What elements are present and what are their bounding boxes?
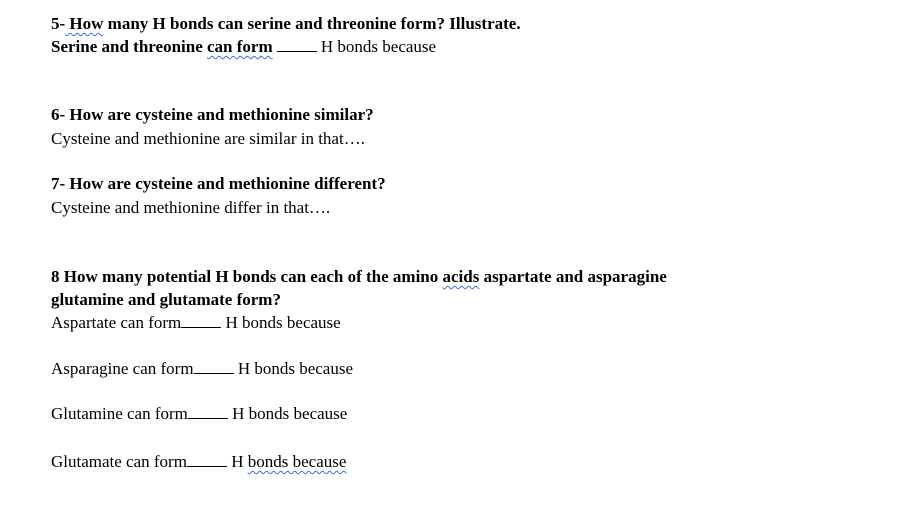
question-5-prompt <box>51 13 521 35</box>
glutamine-prefix: Glutamine can form <box>51 404 188 423</box>
asparagine-prefix: Asparagine can form <box>51 359 194 378</box>
aspartate-prefix: Aspartate can form <box>51 313 182 332</box>
question-8-prompt-line-1 <box>51 266 667 288</box>
question-8-answer-glutamine <box>51 403 347 425</box>
question-5-underlined-word: How <box>65 14 104 33</box>
question-6-answer: Cysteine and methionine are similar in that…. <box>51 129 365 148</box>
question-8-answer-aspartate <box>51 312 341 334</box>
question-5-answer-suffix: H bonds because <box>316 37 437 56</box>
aspartate-suffix: H bonds because <box>221 313 341 332</box>
glutamate-suffix-plain: H <box>226 452 248 471</box>
question-5-answer-prefix: Serine and threonine <box>51 37 208 56</box>
asparagine-blank[interactable] <box>194 359 234 374</box>
glutamine-suffix: H bonds because <box>227 404 348 423</box>
asparagine-suffix: H bonds because <box>233 359 354 378</box>
question-8-prompt-before: 8 How many potential H bonds can each of the amino <box>51 267 443 286</box>
glutamate-suffix-underlined: bonds because <box>247 452 347 471</box>
question-8-answer-glutamate <box>51 451 346 473</box>
glutamine-blank[interactable] <box>188 404 228 419</box>
question-8-prompt-line-2: glutamine and glutamate form? <box>51 290 281 309</box>
aspartate-blank[interactable] <box>181 313 221 328</box>
glutamate-prefix: Glutamate can form <box>51 452 187 471</box>
question-7-answer: Cysteine and methionine differ in that…. <box>51 198 331 217</box>
question-6-prompt: 6- How are cysteine and methionine similar? <box>51 105 374 124</box>
glutamate-blank[interactable] <box>187 452 227 467</box>
question-7-prompt: 7- How are cysteine and methionine different? <box>51 174 386 193</box>
question-5-answer-underlined: can form <box>207 37 273 56</box>
question-8-prompt-after: aspartate and asparagine <box>479 267 667 286</box>
question-5-number: 5- <box>51 14 66 33</box>
question-5-answer <box>51 36 436 58</box>
question-5-blank[interactable] <box>277 37 317 52</box>
question-5-prompt-text: many H bonds can serine and threonine form? Illustrate. <box>103 14 521 33</box>
question-8-underlined-word: acids <box>442 267 480 286</box>
question-8-answer-asparagine <box>51 358 353 380</box>
